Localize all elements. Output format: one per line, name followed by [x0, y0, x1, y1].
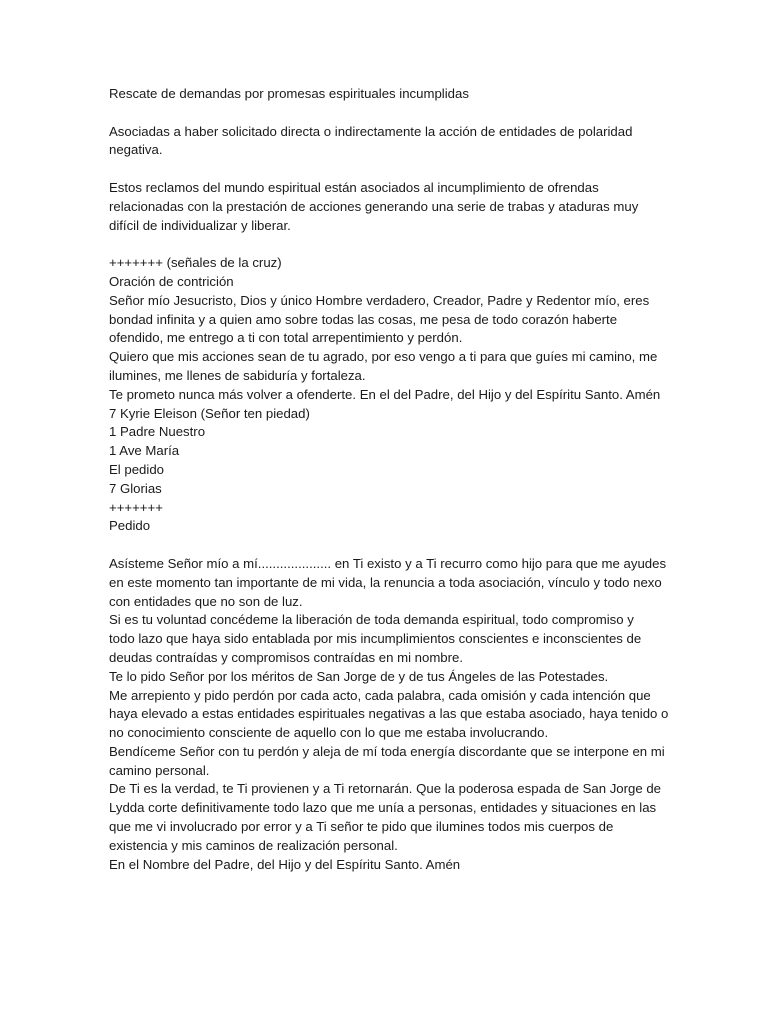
text-line: Lydda corte definitivamente todo lazo que me unía a personas, entidades y situaciones en las	[109, 800, 657, 816]
text-line: Asociadas a haber solicitado directa o indirectamente la acción de entidades de polaridad	[109, 123, 633, 139]
text-line: 1 Ave María	[109, 443, 180, 459]
text-line: que me vi involucrado por error y a Ti señor te pido que ilumines todos mis cuerpos de	[109, 819, 614, 835]
text-line: Señor mío Jesucristo, Dios y único Hombre verdadero, Creador, Padre y Redentor mío, eres	[109, 292, 650, 308]
paragraph-gap	[109, 104, 669, 123]
text-line: deudas contraídas y compromisos contraídas en mi nombre.	[109, 649, 464, 665]
context-paragraph	[109, 179, 669, 235]
text-line: todo lazo que haya sido entablada por mis incumplimientos conscientes e inconscientes de	[109, 631, 642, 647]
text-line: camino personal.	[109, 762, 210, 778]
text-line: 1 Padre Nuestro	[109, 424, 206, 440]
text-line: 7 Kyrie Eleison (Señor ten piedad)	[109, 405, 310, 421]
text-line: Me arrepiento y pido perdón por cada acto, cada palabra, cada omisión y cada intención que	[109, 687, 651, 703]
text-line: +++++++ (señales de la cruz)	[109, 255, 282, 271]
text-line: difícil de individualizar y liberar.	[109, 217, 291, 233]
text-line: 7 Glorias	[109, 480, 162, 496]
document-title: Rescate de demandas por promesas espirituales incumplidas	[109, 86, 469, 101]
text-line: En el Nombre del Padre, del Hijo y del Espíritu Santo. Amén	[109, 856, 461, 872]
petition-section	[109, 555, 669, 875]
text-line: Pedido	[109, 518, 151, 534]
text-line: con entidades que no son de luz.	[109, 593, 303, 609]
text-line: Estos reclamos del mundo espiritual están asociados al incumplimiento de ofrendas	[109, 179, 599, 195]
text-line: haya elevado a estas entidades espirituales negativas a las que estaba asociado, haya tenido o	[109, 706, 669, 722]
text-line: negativa.	[109, 142, 163, 158]
text-line: +++++++	[109, 499, 163, 515]
text-line: Asísteme Señor mío a mí.................... en Ti existo y a Ti recurro como hijo para que me ayudes	[109, 555, 667, 571]
text-line: ofendido, me entrego a ti con total arrepentimiento y perdón.	[109, 330, 463, 346]
paragraph-gap	[109, 536, 669, 555]
text-line: existencia y mis caminos de realización personal.	[109, 837, 398, 853]
intro-paragraph	[109, 123, 669, 161]
text-line: Oración de contrición	[109, 273, 234, 289]
text-line: relacionadas con la prestación de acciones generando una serie de trabas y ataduras muy	[109, 198, 639, 214]
text-line: Te lo pido Señor por los méritos de San Jorge de y de tus Ángeles de las Potestades.	[109, 668, 609, 684]
text-line: El pedido	[109, 461, 164, 477]
text-line: ilumines, me llenes de sabiduría y fortaleza.	[109, 367, 366, 383]
text-line: bondad infinita y a quien amo sobre todas las cosas, me pesa de todo corazón haberte	[109, 311, 618, 327]
text-line: Bendíceme Señor con tu perdón y aleja de mí toda energía discordante que se interpone en mi	[109, 743, 665, 759]
text-line: Quiero que mis acciones sean de tu agrado, por eso vengo a ti para que guíes mi camino, me	[109, 349, 658, 365]
text-line: en este momento tan importante de mi vida, la renuncia a toda asociación, vínculo y todo nexo	[109, 574, 662, 590]
paragraph-gap	[109, 160, 669, 179]
text-line: no conocimiento consciente de aquello con lo que me estaba involucrando.	[109, 725, 549, 741]
document-body	[109, 85, 669, 874]
text-line: De Ti es la verdad, te Ti provienen y a Ti retornarán. Que la poderosa espada de San Jorge de	[109, 781, 662, 797]
text-line: Te prometo nunca más volver a ofenderte. En el del Padre, del Hijo y del Espíritu Santo. Amén	[109, 386, 661, 402]
paragraph-gap	[109, 235, 669, 254]
text-line: Si es tu voluntad concédeme la liberación de toda demanda espiritual, todo compromiso y	[109, 612, 634, 628]
prayer-section	[109, 254, 669, 536]
